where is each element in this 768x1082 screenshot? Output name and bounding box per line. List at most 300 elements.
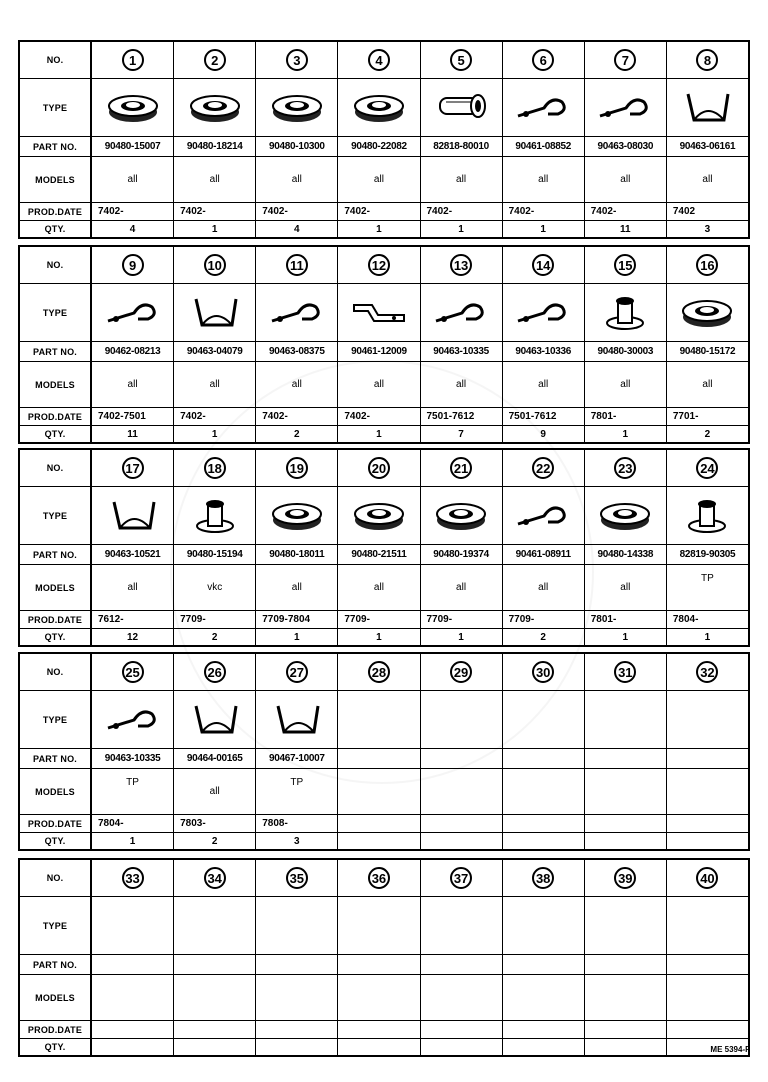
item-number-cell	[338, 450, 420, 486]
part-number: 90480-10300	[256, 137, 338, 156]
part-number: 82819-90305	[679, 549, 736, 560]
models: all	[503, 565, 585, 610]
table-row-no	[20, 860, 748, 896]
part-number: 90463-08375	[256, 342, 338, 361]
part-number: 90480-18011	[256, 545, 338, 564]
item-number-cell	[585, 860, 667, 896]
part-type-cell	[503, 487, 585, 544]
quantity: 4	[92, 221, 174, 237]
prod-date: 7402	[672, 206, 696, 217]
models	[92, 975, 174, 1020]
table-row-part	[20, 341, 748, 361]
part-type-cell	[503, 79, 585, 136]
models: all	[503, 157, 585, 202]
item-number: 15	[614, 254, 636, 276]
part-type-cell	[92, 79, 174, 136]
table-row-models	[20, 156, 748, 202]
quantity: 2	[704, 428, 711, 440]
quantity	[421, 1039, 503, 1055]
table-row-type	[20, 78, 748, 136]
prod-date: 7402-	[421, 203, 503, 220]
quantity: 3	[256, 833, 338, 849]
item-number-cell	[421, 42, 503, 78]
item-number: 20	[368, 457, 390, 479]
item-number: 27	[286, 661, 308, 683]
models: TP	[701, 573, 714, 584]
part-type-cell	[421, 897, 503, 954]
grommet-icon	[180, 82, 250, 133]
quantity: 9	[503, 426, 585, 442]
item-number-cell	[338, 654, 420, 690]
item-number: 16	[696, 254, 718, 276]
part-number	[503, 955, 585, 974]
item-number: 31	[614, 661, 636, 683]
models: all	[174, 769, 256, 814]
bracket-icon	[344, 287, 414, 338]
part-type-cell	[338, 487, 420, 544]
item-number: 28	[368, 661, 390, 683]
clamp-icon	[426, 287, 496, 338]
part-type-cell	[174, 897, 256, 954]
part-type-cell	[667, 487, 748, 544]
models	[503, 769, 585, 814]
part-number: 90463-06161	[679, 141, 736, 152]
item-number-cell	[421, 450, 503, 486]
part-type-cell	[256, 79, 338, 136]
prod-date: 7612-	[92, 611, 174, 628]
item-number: 5	[450, 49, 472, 71]
quantity: 1	[421, 221, 503, 237]
models	[585, 769, 667, 814]
clamp-icon	[508, 82, 578, 133]
prod-date	[585, 1021, 667, 1038]
table-row-type	[20, 690, 748, 748]
item-number-cell	[338, 247, 420, 283]
part-type-cell	[338, 79, 420, 136]
part-type-cell	[585, 897, 667, 954]
table-row-part	[20, 544, 748, 564]
models: TP	[256, 769, 338, 814]
table-row-part	[20, 748, 748, 768]
grommet-icon	[344, 490, 414, 541]
item-number: 13	[450, 254, 472, 276]
item-number: 36	[368, 867, 390, 889]
models: all	[338, 565, 420, 610]
row-label-part: PART NO.	[20, 545, 92, 564]
prod-date	[421, 1021, 503, 1038]
clip-icon	[180, 287, 250, 338]
part-type-cell	[174, 691, 256, 748]
prod-date: 7801-	[585, 611, 667, 628]
part-number: 90480-19374	[421, 545, 503, 564]
models: all	[92, 157, 174, 202]
models: TP	[92, 769, 174, 814]
models	[421, 975, 503, 1020]
item-number: 38	[532, 867, 554, 889]
part-type-cell	[174, 79, 256, 136]
item-number: 39	[614, 867, 636, 889]
row-label-qty: QTY.	[20, 1039, 92, 1055]
item-number-cell	[585, 654, 667, 690]
prod-date	[585, 815, 667, 832]
grommet-icon	[672, 287, 742, 338]
models: all	[256, 157, 338, 202]
quantity: 1	[256, 629, 338, 645]
prod-date: 7402-	[338, 203, 420, 220]
row-label-no: NO.	[20, 654, 92, 690]
part-number: 82818-80010	[421, 137, 503, 156]
item-number-cell	[421, 860, 503, 896]
plug-icon	[590, 287, 660, 338]
table-row-qty	[20, 628, 748, 645]
models: all	[174, 362, 256, 407]
item-number-cell	[421, 654, 503, 690]
table-row-models	[20, 974, 748, 1020]
clamp-icon	[590, 82, 660, 133]
part-number: 90467-10007	[256, 749, 338, 768]
part-number: 90480-30003	[585, 342, 667, 361]
prod-date: 7402-	[256, 408, 338, 425]
item-number: 22	[532, 457, 554, 479]
item-number: 32	[696, 661, 718, 683]
clamp-icon	[508, 287, 578, 338]
part-number	[256, 955, 338, 974]
sleeve-icon	[426, 82, 496, 133]
row-label-no: NO.	[20, 247, 92, 283]
item-number-cell	[256, 450, 338, 486]
part-number: 90461-08852	[503, 137, 585, 156]
item-number-cell	[503, 860, 585, 896]
row-label-no: NO.	[20, 450, 92, 486]
quantity: 1	[585, 426, 667, 442]
part-number: 90462-08213	[92, 342, 174, 361]
prod-date	[667, 1021, 748, 1038]
part-type-cell	[256, 284, 338, 341]
models: all	[338, 362, 420, 407]
document-code: ME 5394-F	[710, 1045, 750, 1054]
row-label-qty: QTY.	[20, 629, 92, 645]
prod-date: 7804-	[92, 815, 174, 832]
parts-table	[18, 40, 750, 239]
quantity: 11	[92, 426, 174, 442]
quantity	[585, 833, 667, 849]
table-row-type	[20, 486, 748, 544]
part-type-cell	[338, 284, 420, 341]
row-label-qty: QTY.	[20, 221, 92, 237]
part-type-cell	[503, 284, 585, 341]
item-number-cell	[667, 42, 748, 78]
item-number: 9	[122, 254, 144, 276]
item-number-cell	[92, 247, 174, 283]
item-number-cell	[421, 247, 503, 283]
item-number: 17	[122, 457, 144, 479]
item-number: 4	[368, 49, 390, 71]
models: all	[585, 157, 667, 202]
prod-date: 7402-7501	[92, 408, 174, 425]
item-number: 7	[614, 49, 636, 71]
table-row-no	[20, 450, 748, 486]
prod-date: 7402-	[338, 408, 420, 425]
part-number: 90480-15194	[174, 545, 256, 564]
grommet-icon	[344, 82, 414, 133]
quantity	[503, 833, 585, 849]
part-type-cell	[92, 691, 174, 748]
part-number: 90461-08911	[503, 545, 585, 564]
quantity: 7	[421, 426, 503, 442]
models	[667, 975, 748, 1020]
parts-table	[18, 448, 750, 647]
table-row-models	[20, 768, 748, 814]
models	[338, 975, 420, 1020]
part-number: 90464-00165	[174, 749, 256, 768]
grommet-icon	[262, 490, 332, 541]
prod-date	[503, 1021, 585, 1038]
row-label-qty: QTY.	[20, 426, 92, 442]
quantity	[503, 1039, 585, 1055]
item-number-cell	[503, 42, 585, 78]
models: all	[503, 362, 585, 407]
grommet-icon	[262, 82, 332, 133]
table-row-date	[20, 814, 748, 832]
part-number	[92, 955, 174, 974]
item-number-cell	[92, 450, 174, 486]
part-type-cell	[503, 691, 585, 748]
part-number: 90480-18214	[174, 137, 256, 156]
quantity: 2	[174, 629, 256, 645]
item-number: 33	[122, 867, 144, 889]
models: all	[256, 362, 338, 407]
prod-date: 7402-	[92, 203, 174, 220]
prod-date: 7402-	[174, 408, 256, 425]
row-label-no: NO.	[20, 42, 92, 78]
models	[667, 769, 748, 814]
prod-date	[256, 1021, 338, 1038]
prod-date: 7701-	[672, 411, 699, 422]
table-row-date	[20, 610, 748, 628]
item-number: 29	[450, 661, 472, 683]
part-number: 90463-10521	[92, 545, 174, 564]
models: all	[92, 362, 174, 407]
models: all	[256, 565, 338, 610]
prod-date	[338, 1021, 420, 1038]
item-number: 30	[532, 661, 554, 683]
models	[585, 975, 667, 1020]
quantity: 1	[338, 426, 420, 442]
prod-date: 7402-	[585, 203, 667, 220]
part-type-cell	[667, 691, 748, 748]
table-row-date	[20, 202, 748, 220]
item-number-cell	[503, 654, 585, 690]
item-number-cell	[667, 860, 748, 896]
item-number: 14	[532, 254, 554, 276]
table-row-qty	[20, 1038, 748, 1055]
part-type-cell	[421, 284, 503, 341]
table-row-qty	[20, 832, 748, 849]
quantity	[585, 1039, 667, 1055]
prod-date: 7709-7804	[256, 611, 338, 628]
quantity: 2	[174, 833, 256, 849]
part-number	[174, 955, 256, 974]
item-number: 34	[204, 867, 226, 889]
part-number: 90480-22082	[338, 137, 420, 156]
part-number: 90463-10335	[421, 342, 503, 361]
item-number-cell	[585, 247, 667, 283]
item-number-cell	[92, 42, 174, 78]
row-label-models: MODELS	[20, 157, 92, 202]
item-number-cell	[585, 42, 667, 78]
part-type-cell	[174, 487, 256, 544]
part-number	[585, 749, 667, 768]
quantity	[338, 1039, 420, 1055]
row-label-type: TYPE	[20, 284, 92, 341]
prod-date: 7501-7612	[421, 408, 503, 425]
row-label-models: MODELS	[20, 565, 92, 610]
clamp-icon	[262, 287, 332, 338]
part-type-cell	[92, 897, 174, 954]
item-number-cell	[503, 247, 585, 283]
item-number-cell	[667, 450, 748, 486]
clamp-icon	[98, 287, 168, 338]
models: all	[338, 157, 420, 202]
part-type-cell	[585, 487, 667, 544]
plug-icon	[180, 490, 250, 541]
item-number: 12	[368, 254, 390, 276]
table-row-no	[20, 654, 748, 690]
item-number: 8	[696, 49, 718, 71]
prod-date: 7804-	[672, 614, 699, 625]
item-number-cell	[338, 860, 420, 896]
row-label-part: PART NO.	[20, 342, 92, 361]
prod-date: 7402-	[174, 203, 256, 220]
row-label-type: TYPE	[20, 897, 92, 954]
prod-date: 7709-	[503, 611, 585, 628]
item-number-cell	[338, 42, 420, 78]
models: all	[585, 362, 667, 407]
row-label-type: TYPE	[20, 79, 92, 136]
quantity	[92, 1039, 174, 1055]
quantity	[174, 1039, 256, 1055]
models	[174, 975, 256, 1020]
plug-icon	[672, 490, 742, 541]
quantity: 3	[704, 223, 711, 235]
prod-date: 7501-7612	[503, 408, 585, 425]
table-row-no	[20, 247, 748, 283]
table-row-models	[20, 361, 748, 407]
prod-date: 7402-	[256, 203, 338, 220]
models	[421, 769, 503, 814]
models: all	[421, 157, 503, 202]
part-number: 90480-21511	[338, 545, 420, 564]
part-number	[585, 955, 667, 974]
row-label-date: PROD.DATE	[20, 611, 92, 628]
parts-table	[18, 652, 750, 851]
table-row-part	[20, 954, 748, 974]
part-type-cell	[667, 284, 748, 341]
item-number: 2	[204, 49, 226, 71]
parts-table	[18, 858, 750, 1057]
clip-icon	[672, 82, 742, 133]
part-number: 90463-08030	[585, 137, 667, 156]
item-number: 40	[696, 867, 718, 889]
item-number: 26	[204, 661, 226, 683]
grommet-icon	[98, 82, 168, 133]
table-row-part	[20, 136, 748, 156]
models: all	[174, 157, 256, 202]
part-type-cell	[338, 691, 420, 748]
part-type-cell	[256, 691, 338, 748]
quantity: 11	[585, 221, 667, 237]
part-type-cell	[667, 79, 748, 136]
models: all	[702, 174, 713, 185]
models: vkc	[174, 565, 256, 610]
part-number	[338, 749, 420, 768]
item-number-cell	[92, 860, 174, 896]
models: all	[702, 379, 713, 390]
table-row-qty	[20, 425, 748, 442]
row-label-date: PROD.DATE	[20, 408, 92, 425]
models	[338, 769, 420, 814]
quantity	[421, 833, 503, 849]
quantity: 1	[704, 631, 711, 643]
prod-date	[667, 815, 748, 832]
prod-date	[338, 815, 420, 832]
table-row-type	[20, 896, 748, 954]
models: all	[92, 565, 174, 610]
part-number	[503, 749, 585, 768]
part-type-cell	[92, 487, 174, 544]
quantity: 1	[585, 629, 667, 645]
row-label-models: MODELS	[20, 769, 92, 814]
clamp-icon	[508, 490, 578, 541]
clip-icon	[98, 490, 168, 541]
quantity: 1	[421, 629, 503, 645]
row-label-part: PART NO.	[20, 749, 92, 768]
part-number: 90461-12009	[338, 342, 420, 361]
prod-date: 7801-	[585, 408, 667, 425]
item-number: 3	[286, 49, 308, 71]
prod-date: 7803-	[174, 815, 256, 832]
part-type-cell	[585, 284, 667, 341]
item-number-cell	[256, 247, 338, 283]
table-row-no	[20, 42, 748, 78]
part-number: 90463-04079	[174, 342, 256, 361]
quantity: 1	[174, 221, 256, 237]
part-type-cell	[421, 79, 503, 136]
grommet-icon	[426, 490, 496, 541]
part-number	[667, 749, 748, 768]
part-type-cell	[503, 897, 585, 954]
prod-date	[421, 815, 503, 832]
quantity: 4	[256, 221, 338, 237]
row-label-type: TYPE	[20, 691, 92, 748]
quantity: 1	[92, 833, 174, 849]
item-number-cell	[174, 42, 256, 78]
table-row-qty	[20, 220, 748, 237]
prod-date	[174, 1021, 256, 1038]
prod-date: 7808-	[256, 815, 338, 832]
item-number: 23	[614, 457, 636, 479]
row-label-date: PROD.DATE	[20, 1021, 92, 1038]
part-type-cell	[585, 691, 667, 748]
models: all	[421, 362, 503, 407]
grommet-icon	[590, 490, 660, 541]
clip-icon	[262, 694, 332, 745]
item-number-cell	[667, 654, 748, 690]
part-number	[421, 749, 503, 768]
models: all	[585, 565, 667, 610]
part-type-cell	[256, 487, 338, 544]
item-number-cell	[174, 654, 256, 690]
